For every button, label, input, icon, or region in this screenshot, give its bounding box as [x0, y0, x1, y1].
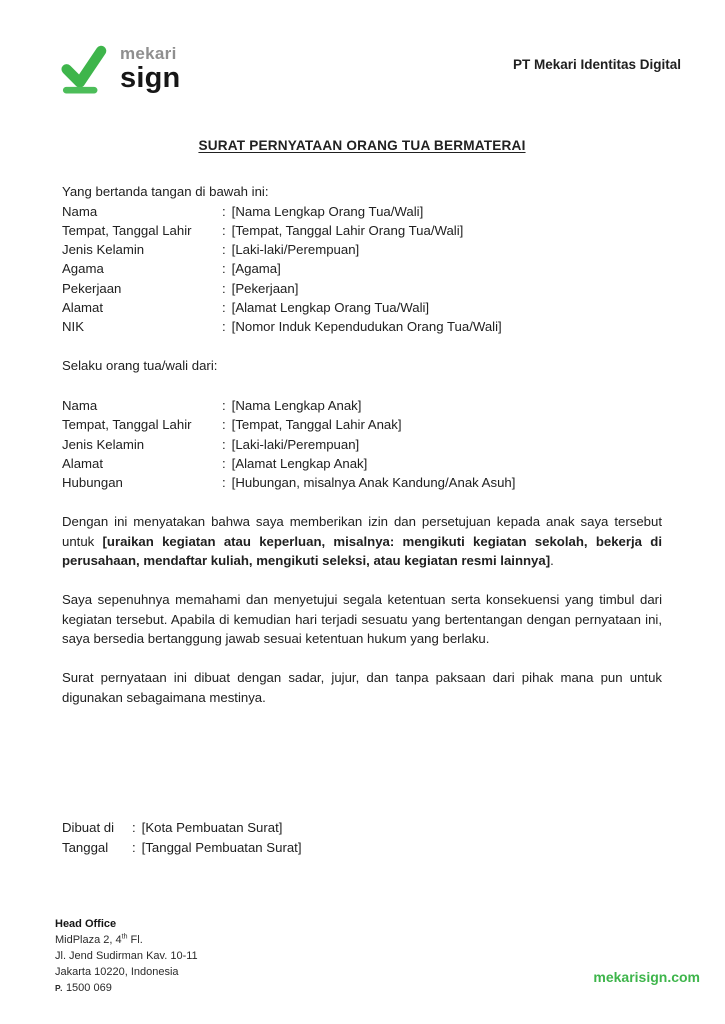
- field-colon: :: [222, 397, 226, 413]
- field-label: Tempat, Tanggal Lahir: [62, 222, 192, 238]
- field-value-placeholder: [Alamat Lengkap Anak]: [231, 455, 368, 471]
- field-row-agama: [62, 259, 662, 278]
- checkmark-icon: [60, 42, 107, 95]
- field-colon: :: [222, 203, 226, 219]
- field-row-nama-orang-tua: [62, 202, 662, 221]
- field-value-placeholder: [Tempat, Tanggal Lahir Anak]: [231, 417, 402, 433]
- field-label: Jenis Kelamin: [62, 436, 145, 452]
- field-colon: :: [222, 280, 226, 296]
- letter-body: [62, 136, 662, 707]
- address-line-2: Jl. Jend Sudirman Kav. 10-11: [55, 950, 198, 962]
- paragraph-consent: [62, 512, 662, 570]
- field-label: Agama: [62, 261, 104, 277]
- field-value-placeholder: [Alamat Lengkap Orang Tua/Wali]: [231, 300, 430, 316]
- field-label: NIK: [62, 319, 84, 335]
- field-value-placeholder: [Pekerjaan]: [231, 280, 299, 296]
- field-label: Alamat: [62, 300, 104, 316]
- parent-fields: [62, 202, 662, 337]
- field-colon: :: [132, 820, 136, 835]
- field-value-placeholder: [Nama Lengkap Anak]: [231, 397, 362, 413]
- field-row-ttl-anak: [62, 415, 662, 434]
- field-row-alamat-orang-tua: [62, 298, 662, 317]
- consent-text-start: Dengan ini menyatakan bahwa saya memberikan izin dan persetujuan kepada anak saya tersebut untuk: [62, 514, 662, 549]
- letter-title: SURAT PERNYATAAN ORANG TUA BERMATERAI: [198, 138, 526, 153]
- field-colon: :: [222, 319, 226, 335]
- letterhead: [60, 42, 681, 95]
- address-line-1-ordinal: th: [121, 933, 128, 941]
- address-line-3: Jakarta 10220, Indonesia: [55, 966, 179, 978]
- field-value-placeholder: [Kota Pembuatan Surat]: [141, 820, 283, 835]
- consent-placeholder-bold: [uraikan kegiatan atau keperluan, misalnya: mengikuti kegiatan sekolah, bekerja di perusahaan, mendaftar kuliah, mengikuti seleksi, atau kegiatan resmi lainnya]: [62, 533, 662, 569]
- field-row-jenis-kelamin-orang-tua: [62, 240, 662, 259]
- field-colon: :: [222, 436, 226, 452]
- field-row-nama-anak: [62, 396, 662, 415]
- field-label: Alamat: [62, 455, 104, 471]
- field-value-placeholder: [Tempat, Tanggal Lahir Orang Tua/Wali]: [231, 222, 464, 238]
- field-row-alamat-anak: [62, 454, 662, 473]
- field-row-nik: [62, 317, 662, 336]
- field-label: Dibuat di: [62, 820, 115, 835]
- logo-word-sign: sign: [120, 61, 181, 94]
- field-colon: :: [132, 839, 136, 855]
- field-value-placeholder: [Laki-laki/Perempuan]: [231, 242, 360, 258]
- field-row-hubungan: [62, 473, 662, 492]
- field-colon: :: [222, 261, 226, 277]
- field-label: Tanggal: [62, 839, 109, 855]
- field-colon: :: [222, 475, 226, 491]
- phone-prefix: P.: [55, 983, 63, 993]
- opening-line: Yang bertanda tangan di bawah ini:: [62, 184, 269, 200]
- field-row-dibuat-di: [62, 818, 302, 838]
- address-line-1: [55, 932, 198, 948]
- field-label: Hubungan: [62, 475, 123, 491]
- field-colon: :: [222, 455, 226, 471]
- field-label: Pekerjaan: [62, 280, 122, 296]
- paragraph-closing: Surat pernyataan ini dibuat dengan sadar, jujur, dan tanpa paksaan dari pihak mana pun untuk digunakan sebagaimana mestinya.: [62, 670, 662, 705]
- field-label: Tempat, Tanggal Lahir: [62, 417, 192, 433]
- field-colon: :: [222, 417, 226, 433]
- logo-wordmark: [120, 45, 180, 93]
- field-label: Jenis Kelamin: [62, 242, 145, 258]
- phone-line: [55, 980, 198, 996]
- child-fields: [62, 396, 662, 492]
- address-line-1-post: Fl.: [127, 934, 143, 946]
- field-label: Nama: [62, 203, 98, 219]
- field-row-pekerjaan: [62, 279, 662, 298]
- field-value-placeholder: [Tanggal Pembuatan Surat]: [141, 839, 302, 855]
- paragraph-responsibility: Saya sepenuhnya memahami dan menyetujui segala ketentuan serta konsekuensi yang timbul dari kegiatan tersebut. Apabila di kemudian hari terjadi sesuatu yang bertentangan dengan pernyataan ini, saya bersedia bertanggung jawab sesuai ketentuan hukum yang berlaku.: [62, 592, 662, 646]
- company-name: PT Mekari Identitas Digital: [512, 57, 681, 72]
- signature-block: [62, 818, 302, 858]
- field-colon: :: [222, 222, 226, 238]
- field-label: Nama: [62, 397, 98, 413]
- address-line-1-pre: MidPlaza 2, 4: [55, 934, 122, 946]
- mekari-sign-logo: [60, 42, 180, 95]
- relation-line: Selaku orang tua/wali dari:: [62, 357, 218, 373]
- consent-text-end: .: [550, 553, 554, 569]
- field-value-placeholder: [Nama Lengkap Orang Tua/Wali]: [231, 203, 424, 219]
- field-value-placeholder: [Hubungan, misalnya Anak Kandung/Anak Asuh]: [231, 475, 516, 491]
- field-row-ttl-orang-tua: [62, 221, 662, 240]
- field-value-placeholder: [Laki-laki/Perempuan]: [231, 436, 360, 452]
- website-link: mekarisign.com: [593, 969, 700, 985]
- field-row-tanggal: [62, 838, 302, 858]
- footer-address: [55, 916, 198, 996]
- field-colon: :: [222, 300, 226, 316]
- field-row-jenis-kelamin-anak: [62, 435, 662, 454]
- logo-word-mekari: mekari: [120, 44, 177, 63]
- head-office-label: Head Office: [55, 918, 117, 930]
- phone-number: 1500 069: [65, 982, 112, 994]
- field-value-placeholder: [Agama]: [231, 261, 281, 277]
- field-colon: :: [222, 242, 226, 258]
- field-value-placeholder: [Nomor Induk Kependudukan Orang Tua/Wali]: [231, 319, 502, 335]
